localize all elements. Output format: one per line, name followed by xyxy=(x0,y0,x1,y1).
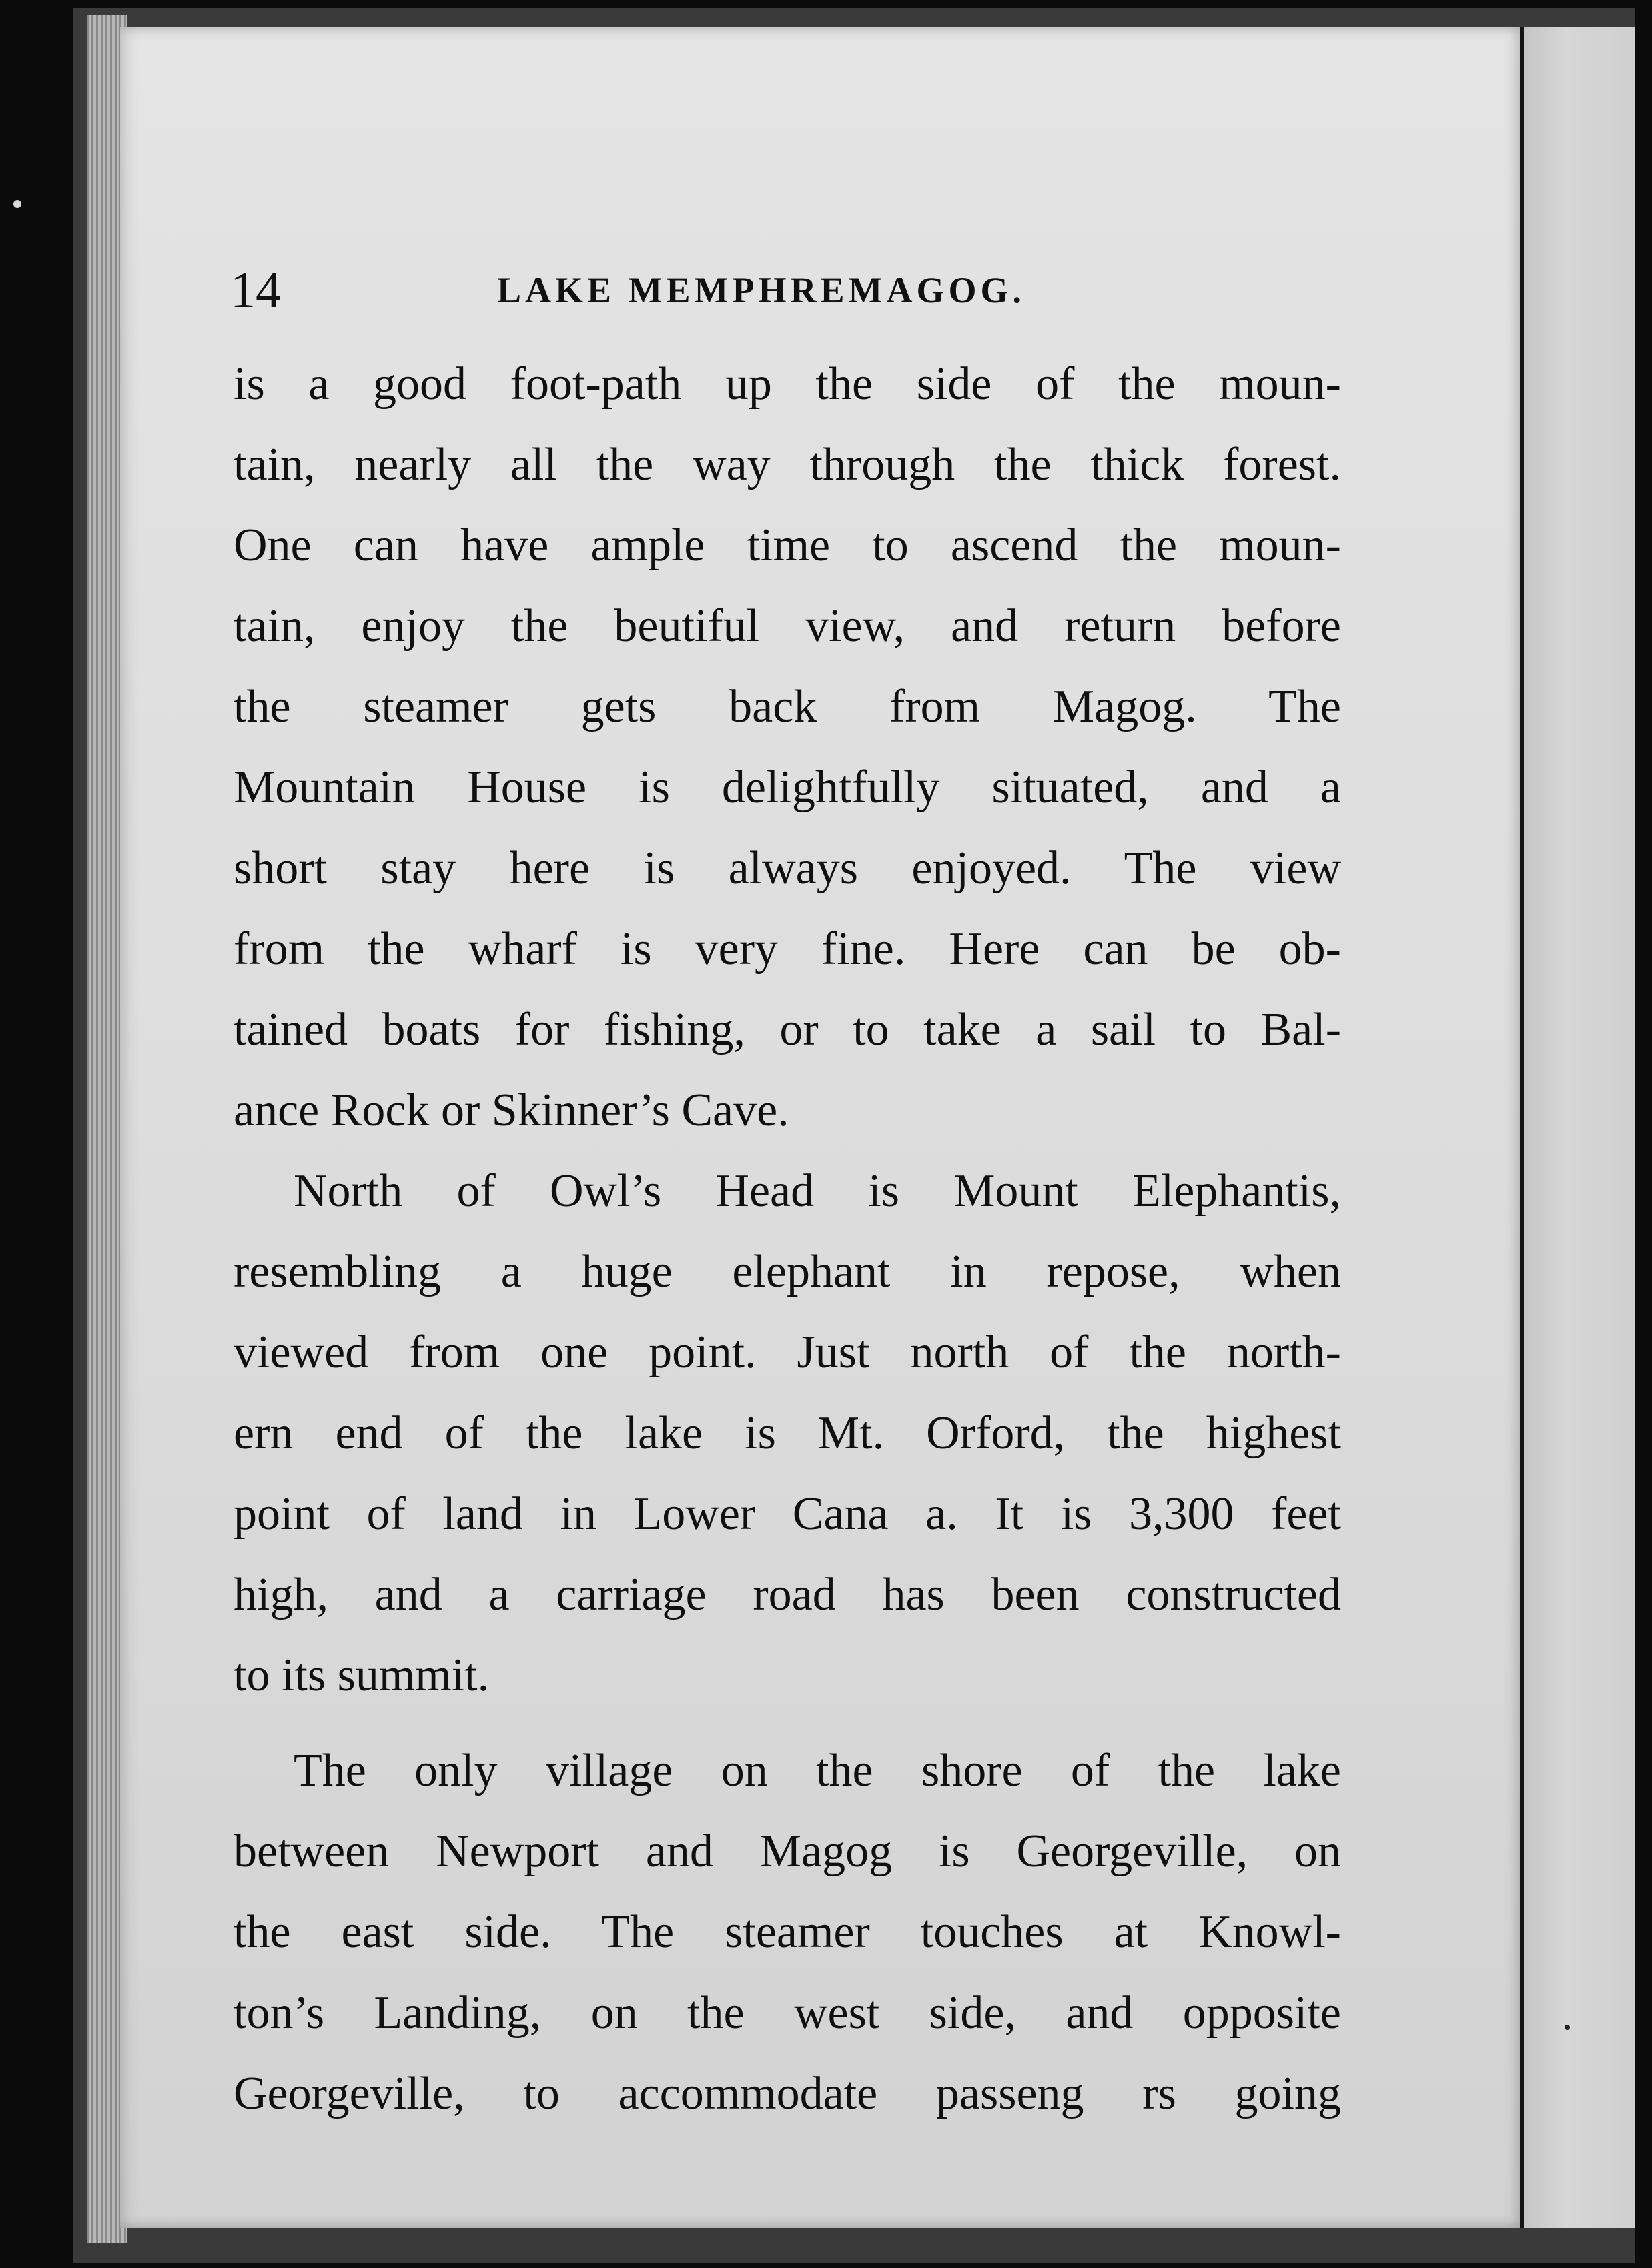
text-line: Mountain House is delightfully situated, and a xyxy=(234,762,1341,813)
running-title: LAKE MEMPHREMAGOG. xyxy=(497,270,1025,310)
text-line: high, and a carriage road has been constructed xyxy=(234,1569,1341,1620)
text-line: is a good foot-path up the side of the moun- xyxy=(234,358,1341,410)
dust-speck xyxy=(13,200,21,208)
text-line: tain, enjoy the beutiful view, and return before xyxy=(234,600,1341,652)
text-line: resembling a huge elephant in repose, when xyxy=(234,1246,1341,1297)
text-line: point of land in Lower Cana a. It is 3,300 feet xyxy=(234,1488,1341,1540)
paragraph xyxy=(234,1151,1341,1716)
body-text xyxy=(234,344,1341,2134)
text-line: the east side. The steamer touches at Knowl- xyxy=(234,1906,1341,1958)
text-line: viewed from one point. Just north of the north- xyxy=(234,1327,1341,1378)
text-line: tained boats for fishing, or to take a sail to Bal- xyxy=(234,1004,1341,1055)
text-line: from the wharf is very fine. Here can be ob- xyxy=(234,923,1341,975)
text-line: ton’s Landing, on the west side, and opposite xyxy=(234,1987,1341,2039)
text-line: short stay here is always enjoyed. The view xyxy=(234,842,1341,894)
facing-page-edge xyxy=(1521,27,1635,2228)
text-line: One can have ample time to ascend the moun- xyxy=(234,520,1341,571)
text-line: North of Owl’s Head is Mount Elephantis, xyxy=(294,1165,1341,1217)
book-gutter xyxy=(1520,27,1524,2228)
page-header xyxy=(230,253,1364,327)
paragraph-gap xyxy=(234,1716,1341,1730)
text-line: to its summit. xyxy=(234,1650,490,1701)
paragraph xyxy=(234,1730,1341,2134)
text-line: between Newport and Magog is Georgeville, on xyxy=(234,1826,1341,1877)
text-line: tain, nearly all the way through the thick forest. xyxy=(234,439,1341,490)
text-line: Georgeville, to accommodate passeng rs going xyxy=(234,2068,1341,2119)
text-line: The only village on the shore of the lake xyxy=(294,1745,1341,1796)
text-line: ance Rock or Skinner’s Cave. xyxy=(234,1085,789,1136)
page-number: 14 xyxy=(230,262,281,318)
text-line: ern end of the lake is Mt. Orford, the highest xyxy=(234,1407,1341,1459)
text-line: the steamer gets back from Magog. The xyxy=(234,681,1341,732)
dust-speck xyxy=(1565,2025,1570,2030)
paragraph xyxy=(234,344,1341,1151)
